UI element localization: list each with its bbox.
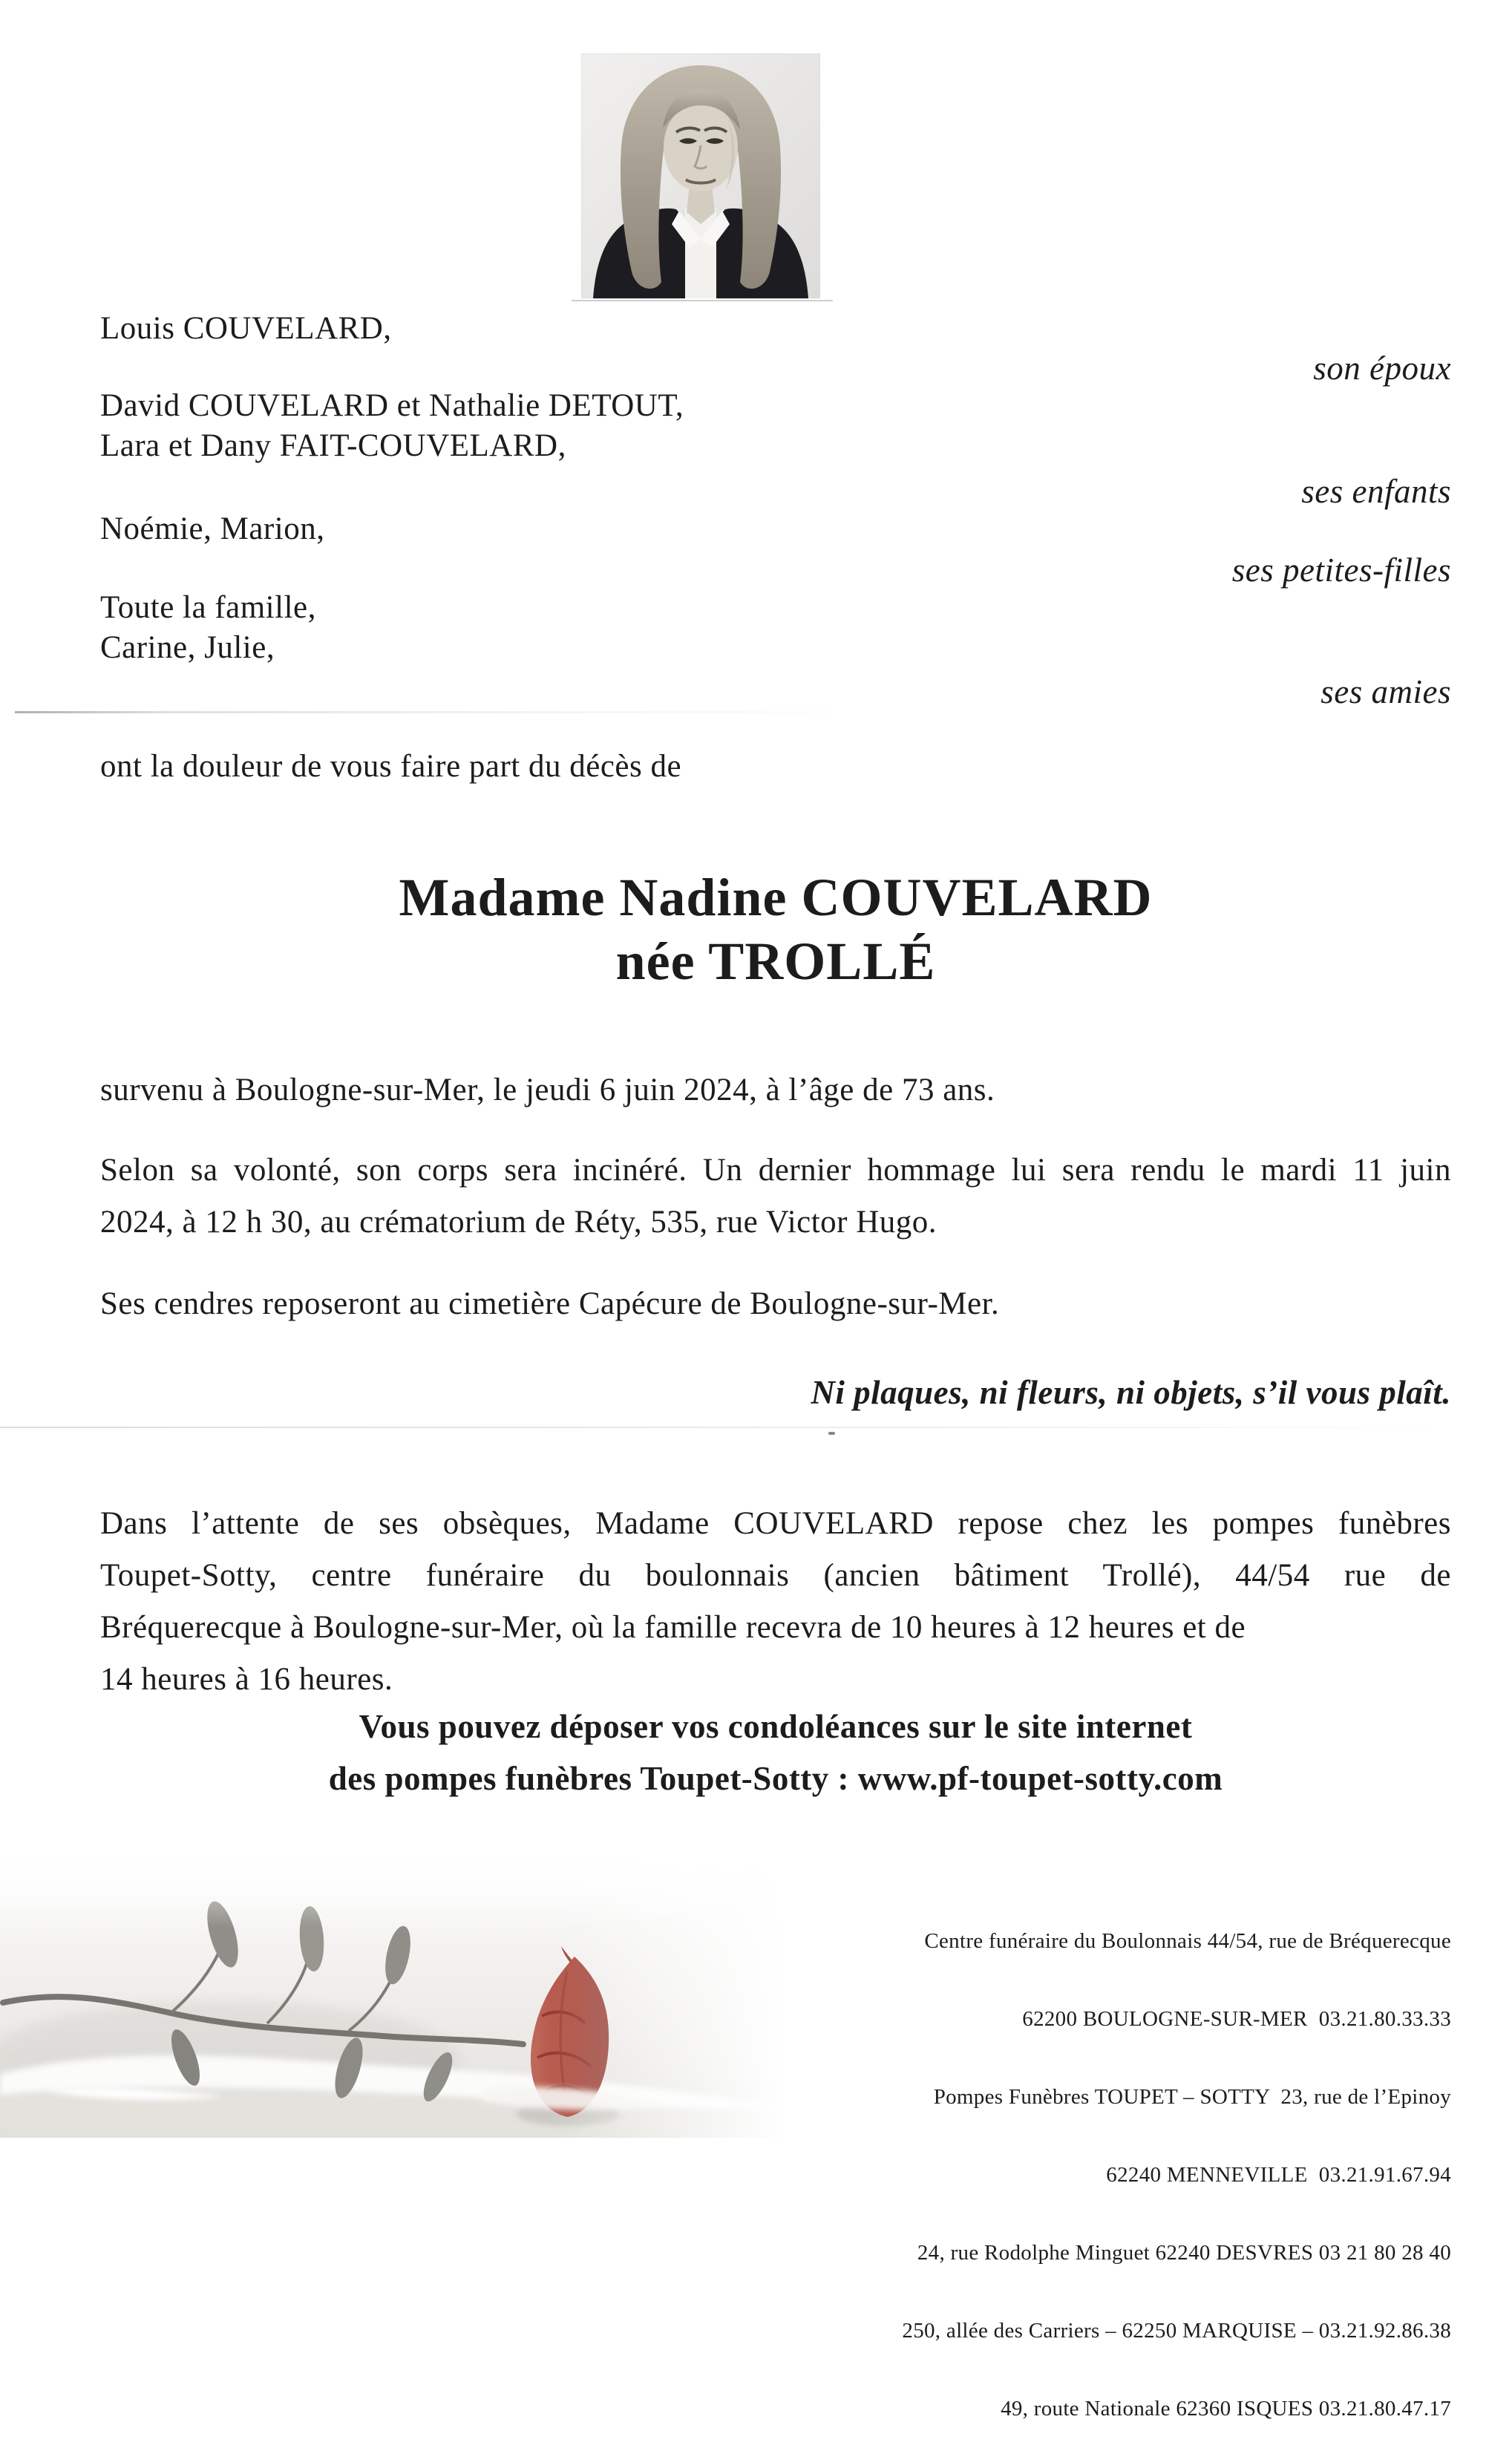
mourner-names-line: Louis COUVELARD, [100,311,392,346]
repose-paragraph-line: Dans l’attente de ses obsèques, Madame COUVELARD repose chez les pompes funèbres [100,1506,1451,1541]
mourner-names-line: Toute la famille, [100,590,316,625]
relation-label: son époux [1313,350,1451,387]
repose-paragraph-line: Toupet-Sotty, centre funéraire du boulonnais (ancien bâtiment Trollé), 44/54 rue de [100,1558,1451,1593]
rose-photo-drawing [0,1845,787,2138]
intro-line: ont la douleur de vous faire part du décès de [100,749,682,784]
funeral-home-contact-line: 24, rue Rodolphe Minguet 62240 DESVRES 03 21 80 28 40 [917,2241,1451,2265]
condolences-website-line: des pompes funèbres Toupet-Sotty : www.pf-toupet-sotty.com [328,1760,1223,1797]
scan-artifact [15,711,876,713]
death-details: survenu à Boulogne-sur-Mer, le jeudi 6 juin 2024, à l’âge de 73 ans. [100,1073,995,1107]
scan-artifact [0,1427,1477,1428]
mourner-names-line: David COUVELARD et Nathalie DETOUT, [100,388,684,423]
no-flowers-notice: Ni plaques, ni fleurs, ni objets, s’il vous plaît. [811,1374,1451,1411]
ashes-details: Ses cendres reposeront au cimetière Capécure de Boulogne-sur-Mer. [100,1286,1000,1321]
condolences-website-line: Vous pouvez déposer vos condoléances sur le site internet [359,1708,1193,1745]
funeral-home-contact-line: Centre funéraire du Boulonnais 44/54, rue de Bréquerecque [924,1929,1451,1953]
deceased-name-title: Madame Nadine COUVELARD [399,868,1153,927]
mourner-names-line: Noémie, Marion, [100,511,325,546]
funeral-home-contact-block [902,1876,1451,2448]
relation-label: ses enfants [1301,473,1451,510]
mourner-names-line: Carine, Julie, [100,630,275,665]
ceremony-details-line: Selon sa volonté, son corps sera incinéré. Un dernier hommage lui sera rendu le mardi 11 juin [100,1153,1451,1188]
relation-label: ses petites-filles [1231,552,1451,589]
funeral-home-contact-line: 62240 MENNEVILLE 03.21.91.67.94 [1106,2163,1451,2187]
maiden-name-title: née TROLLÉ [615,932,936,991]
portrait-photo [581,53,820,298]
rose-photo [0,1845,787,2138]
repose-paragraph-line: 14 heures à 16 heures. [100,1662,393,1697]
funeral-home-contact-line: 49, route Nationale 62360 ISQUES 03.21.80.47.17 [1001,2397,1451,2421]
photo-rule [572,300,833,301]
relation-label: ses amies [1320,673,1451,710]
funeral-home-contact-line: 250, allée des Carriers – 62250 MARQUISE – 03.21.92.86.38 [902,2319,1451,2343]
scan-artifact [828,1432,835,1435]
ceremony-details-line: 2024, à 12 h 30, au crématorium de Réty, 535, rue Victor Hugo. [100,1205,937,1240]
repose-paragraph-line: Bréquerecque à Boulogne-sur-Mer, où la famille recevra de 10 heures à 12 heures et de [100,1610,1246,1645]
funeral-home-contact-line: 62200 BOULOGNE-SUR-MER 03.21.80.33.33 [1022,2007,1451,2031]
portrait-photo-drawing [581,53,820,298]
funeral-home-contact-line: Pompes Funèbres TOUPET – SOTTY 23, rue de l’Epinoy [933,2085,1451,2109]
mourner-names-line: Lara et Dany FAIT-COUVELARD, [100,428,566,463]
